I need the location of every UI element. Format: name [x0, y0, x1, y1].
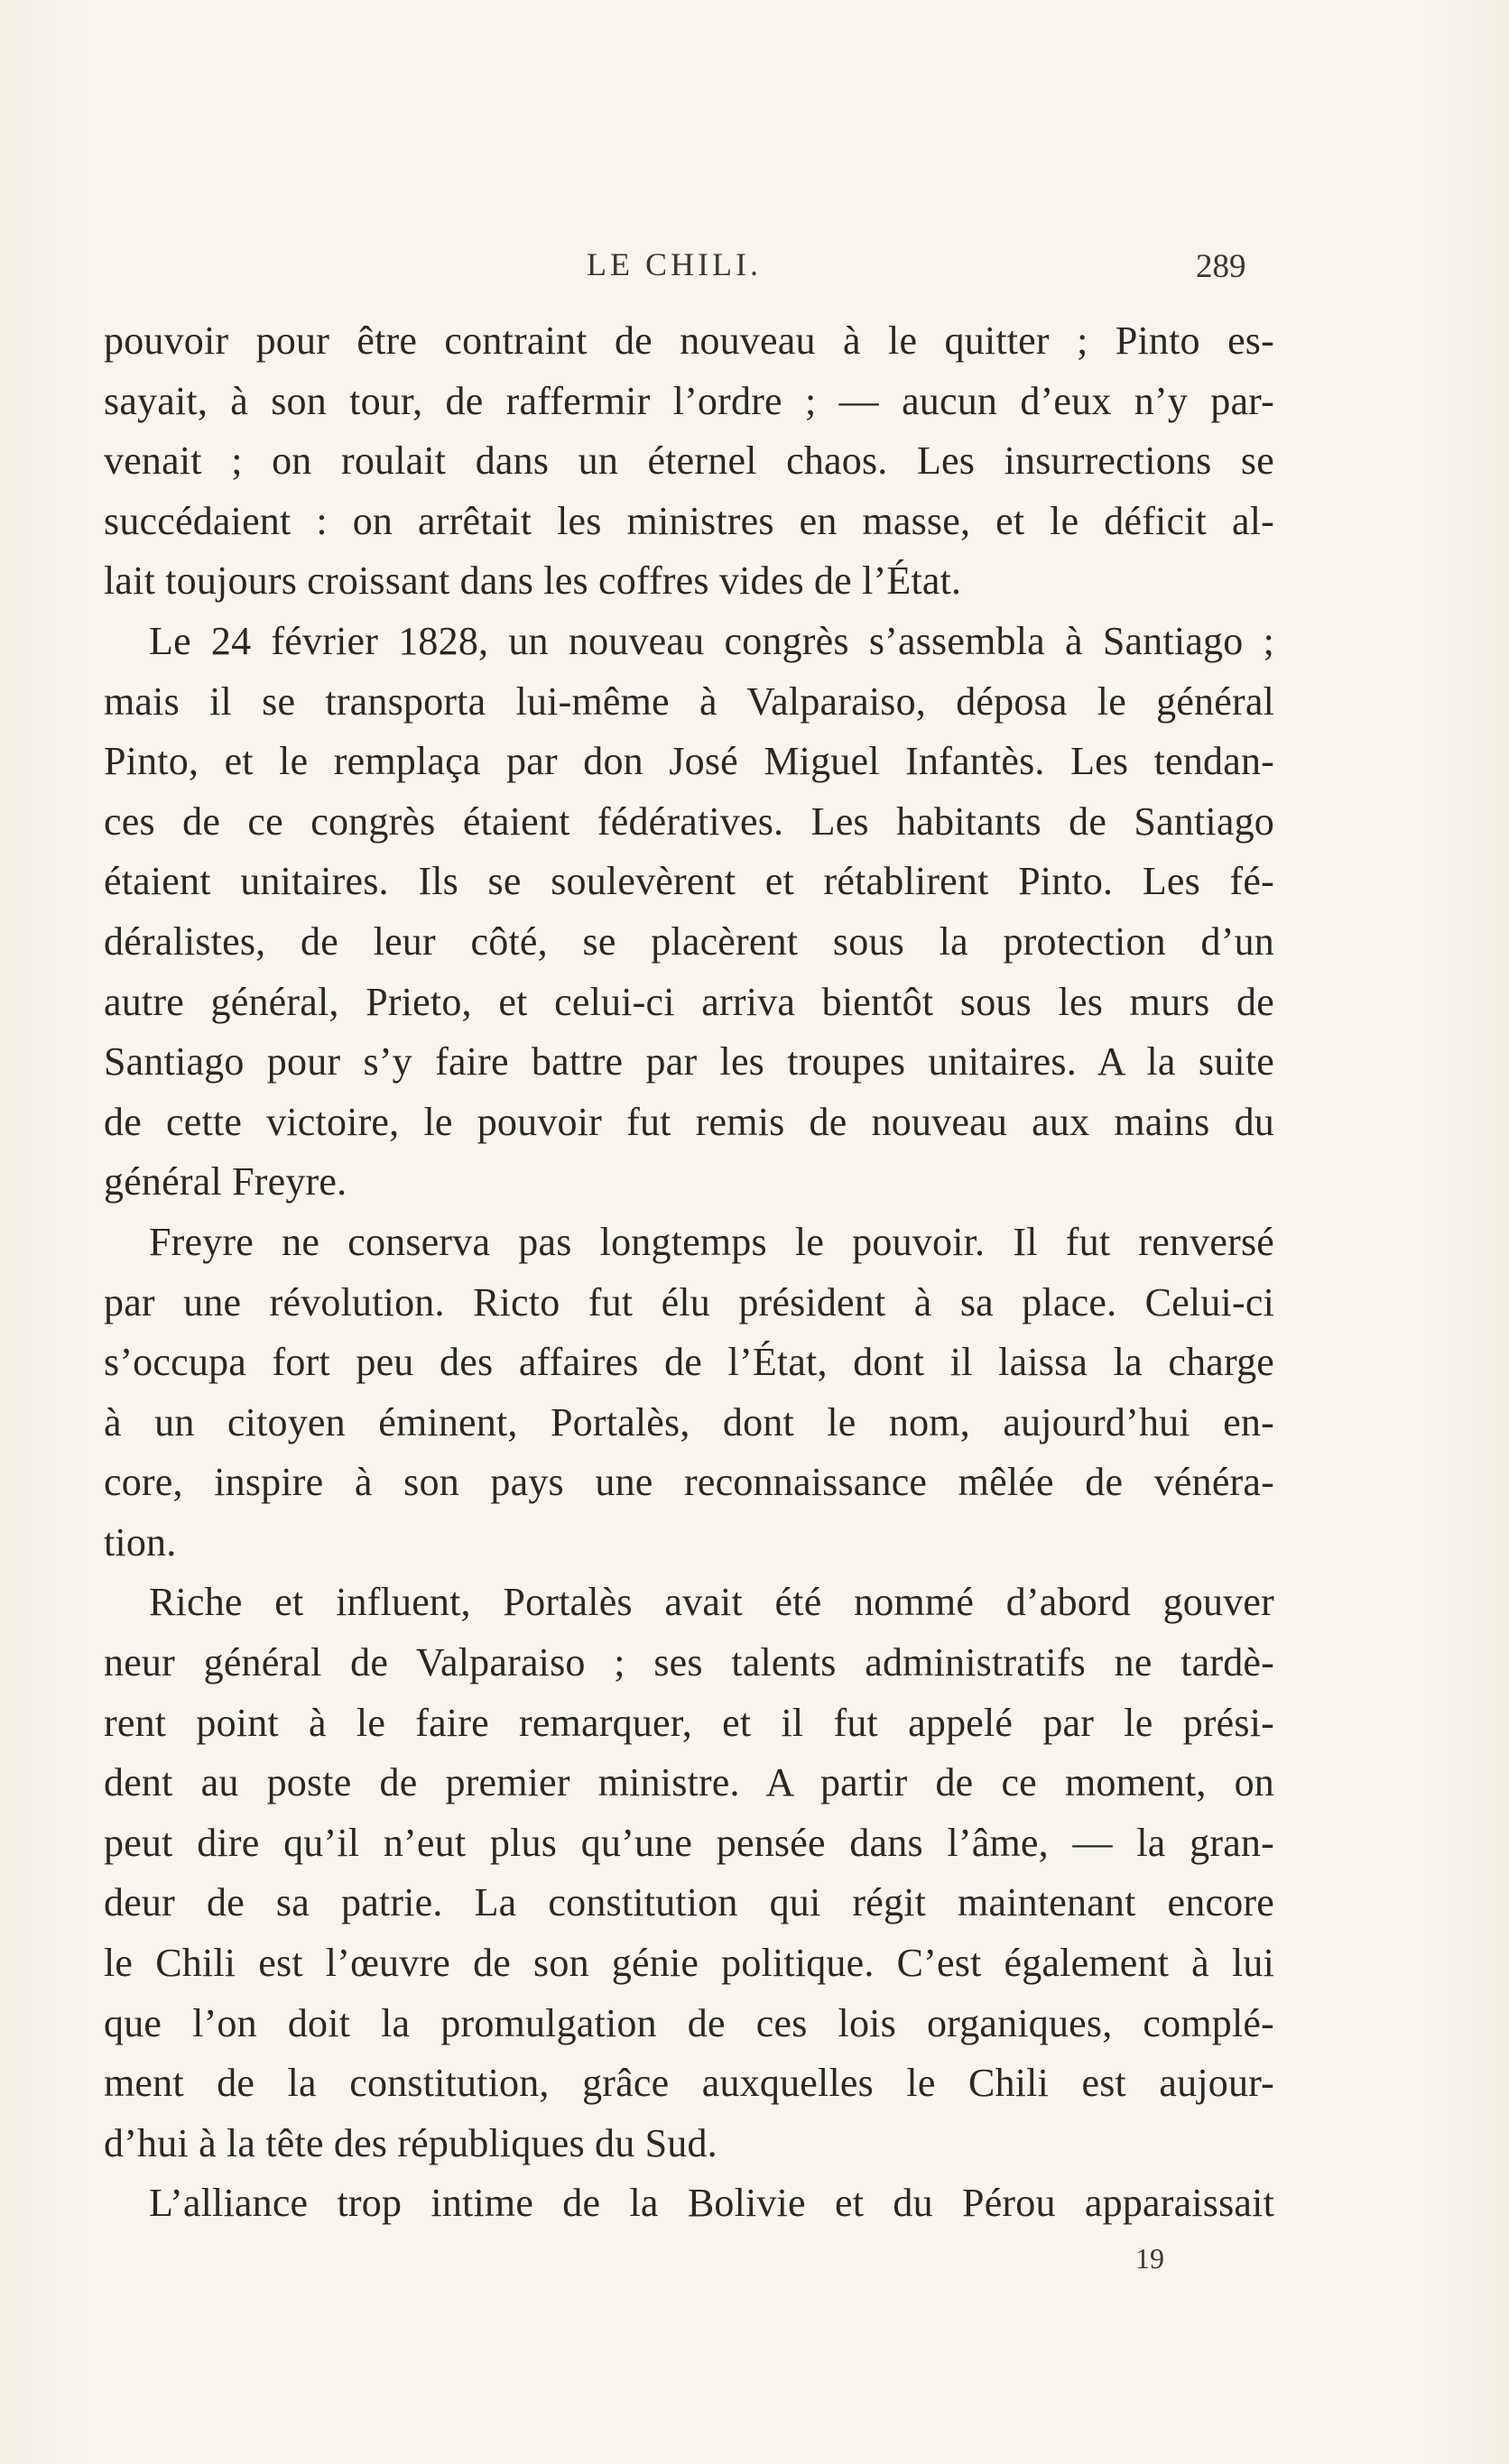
text-line: Le 24 février 1828, un nouveau congrès s’assembla à Santiago ;	[149, 618, 1274, 663]
running-head	[0, 245, 1509, 291]
text-line: mais il se transporta lui-même à Valparaiso, déposa le général	[104, 678, 1274, 724]
text-line: Riche et influent, Portalès avait été nommé d’abord gouver	[149, 1580, 1274, 1625]
text-line: que l’on doit la promulgation de ces lois organiques, complé-	[104, 2000, 1274, 2045]
text-line: L’alliance trop intime de la Bolivie et du Pérou apparaissait	[149, 2181, 1274, 2226]
text-line: par une révolution. Ricto fut élu président à sa place. Celui-ci	[104, 1279, 1274, 1324]
text-line: neur général de Valparaiso ; ses talents administratifs ne tardè-	[104, 1640, 1274, 1685]
text-line: dent au poste de premier ministre. A partir de ce moment, on	[104, 1760, 1274, 1805]
text-line: venait ; on roulait dans un éternel chaos. Les insurrections se	[104, 438, 1274, 484]
running-title: LE CHILI.	[587, 246, 762, 282]
text-line: succédaient : on arrêtait les ministres en masse, et le déficit al-	[104, 498, 1274, 543]
text-line: Santiago pour s’y faire battre par les troupes unitaires. A la suite	[104, 1039, 1274, 1084]
body-text	[104, 311, 1274, 2234]
text-line: core, inspire à son pays une reconnaissance mêlée de vénéra-	[104, 1460, 1274, 1505]
text-line: d’hui à la tête des républiques du Sud.	[104, 2120, 717, 2165]
text-line: étaient unitaires. Ils se soulevèrent et rétablirent Pinto. Les fé-	[104, 859, 1274, 904]
text-line: sayait, à son tour, de raffermir l’ordre ; — aucun d’eux n’y par-	[104, 378, 1274, 423]
text-line: pouvoir pour être contraint de nouveau à le quitter ; Pinto es-	[104, 318, 1274, 363]
text-line: le Chili est l’œuvre de son génie politique. C’est également à lui	[104, 1941, 1274, 1986]
text-line: Freyre ne conserva pas longtemps le pouvoir. Il fut renversé	[149, 1219, 1274, 1264]
page-number: 289	[1196, 248, 1246, 285]
text-line: deur de sa patrie. La constitution qui régit maintenant encore	[104, 1880, 1274, 1925]
text-line: autre général, Prieto, et celui-ci arriva bientôt sous les murs de	[104, 979, 1274, 1024]
text-line: peut dire qu’il n’eut plus qu’une pensée dans l’âme, — la gran-	[104, 1820, 1274, 1865]
text-line: lait toujours croissant dans les coffres vides de l’État.	[104, 558, 962, 604]
text-line: ces de ce congrès étaient fédératives. Les habitants de Santiago	[104, 798, 1274, 844]
text-line: général Freyre.	[104, 1159, 347, 1204]
text-line: s’occupa fort peu des affaires de l’État, dont il laissa la charge	[104, 1340, 1274, 1385]
text-line: de cette victoire, le pouvoir fut remis de nouveau aux mains du	[104, 1099, 1274, 1144]
text-line: déralistes, de leur côté, se placèrent sous la protection d’un	[104, 918, 1274, 964]
text-line: tion.	[104, 1519, 177, 1564]
text-line: Pinto, et le remplaça par don José Miguel Infantès. Les tendan-	[104, 739, 1274, 784]
signature-mark: 19	[1135, 2242, 1164, 2275]
text-line: ment de la constitution, grâce auxquelles le Chili est aujour-	[104, 2061, 1274, 2106]
text-line: à un citoyen éminent, Portalès, dont le nom, aujourd’hui en-	[104, 1399, 1274, 1444]
text-line: rent point à le faire remarquer, et il fut appelé par le prési-	[104, 1700, 1274, 1745]
